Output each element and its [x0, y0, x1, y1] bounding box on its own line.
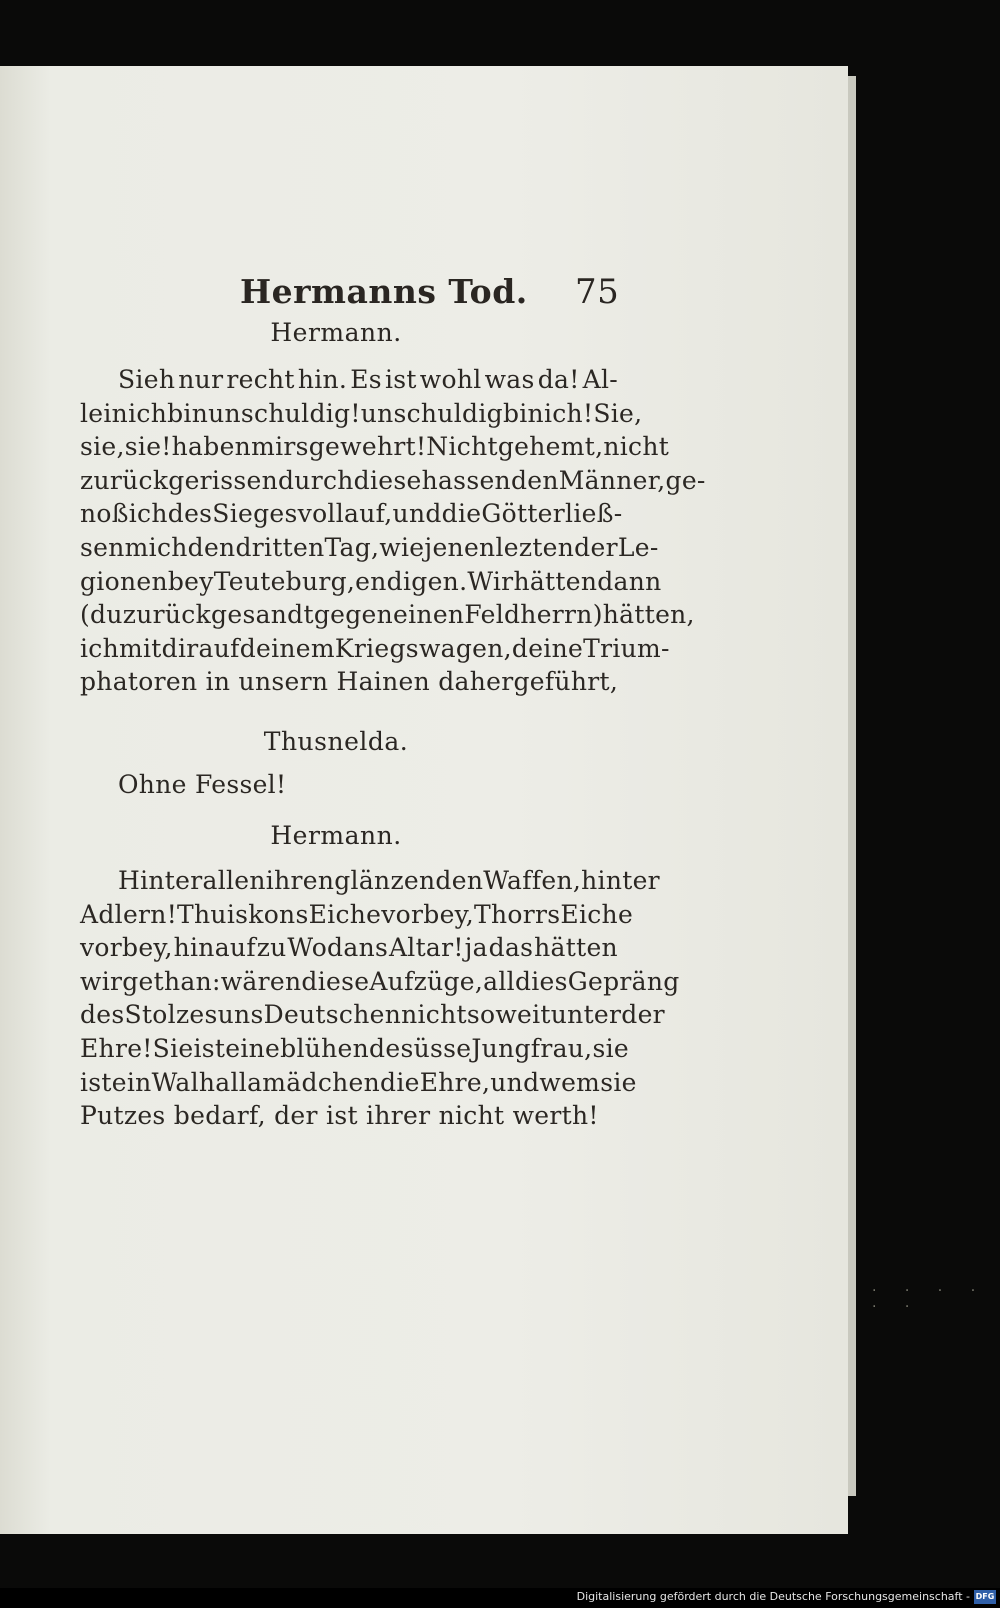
page-edge — [848, 76, 856, 1496]
text-line: gionen bey Teuteburg, endigen. Wir hätten dann — [80, 566, 662, 596]
text-line: Adlern! Thuiskons Eiche vorbey, Thorrs Eiche — [80, 899, 634, 929]
text-line: Putzes bedarf, der ist ihrer nicht werth! — [80, 1101, 599, 1131]
text-line: ist ein Walhallamädchen die Ehre, und wem sie — [80, 1067, 637, 1097]
speaker-name: Thusnelda. — [263, 727, 409, 756]
text-line: lein ich bin unschuldig! unschuldig bin ich! Sie, — [80, 398, 643, 428]
text-line: (du zurückgesandt gegen einen Feldherrn) hätten, — [80, 600, 695, 630]
running-title: Hermanns Tod. — [240, 272, 528, 311]
speaker-name: Hermann. — [270, 821, 402, 850]
digitization-credit: Digitalisierung gefördert durch die Deutsche Forschungsgemeinschaft - — [576, 1590, 970, 1603]
text-line: sie, sie! haben mirs gewehrt! Nicht gehemt, nicht — [80, 432, 670, 462]
text-line: wir gethan: wären diese Aufzüge, all dies Gepräng — [80, 966, 680, 996]
text-line: phatoren in unsern Hainen dahergeführt, — [80, 667, 619, 697]
text-line: noß ich des Sieges vollauf, und die Götter ließ- — [80, 499, 623, 529]
text-line: ich mit dir auf deinem Kriegswagen, deine Trium- — [80, 633, 670, 663]
text-line: Hinter allen ihren glänzenden Waffen, hinter — [118, 866, 660, 895]
text-line: Ohne Fessel! — [118, 770, 287, 799]
text-line: zurückgerissen durch diese hassenden Männer, ge- — [80, 465, 706, 495]
text-line: sen mich den dritten Tag, wie jenen lezten der Le- — [80, 533, 659, 562]
text-line: vorbey, hinauf zu Wodans Altar! ja das hätten — [80, 933, 618, 963]
text-line: des Stolzes uns Deutschen nicht so weit unter der — [80, 1000, 665, 1030]
scan-margin-marks: · · · · · · — [872, 1283, 988, 1315]
speaker-name: Hermann. — [270, 318, 402, 347]
text-line: Sieh nur recht hin. Es ist wohl was da! Al- — [118, 365, 618, 394]
page-number: 75 — [575, 272, 620, 312]
text-line: Ehre! Sie ist eine blühende süsse Jungfrau, sie — [80, 1034, 629, 1063]
dfg-logo: DFG — [974, 1590, 996, 1604]
